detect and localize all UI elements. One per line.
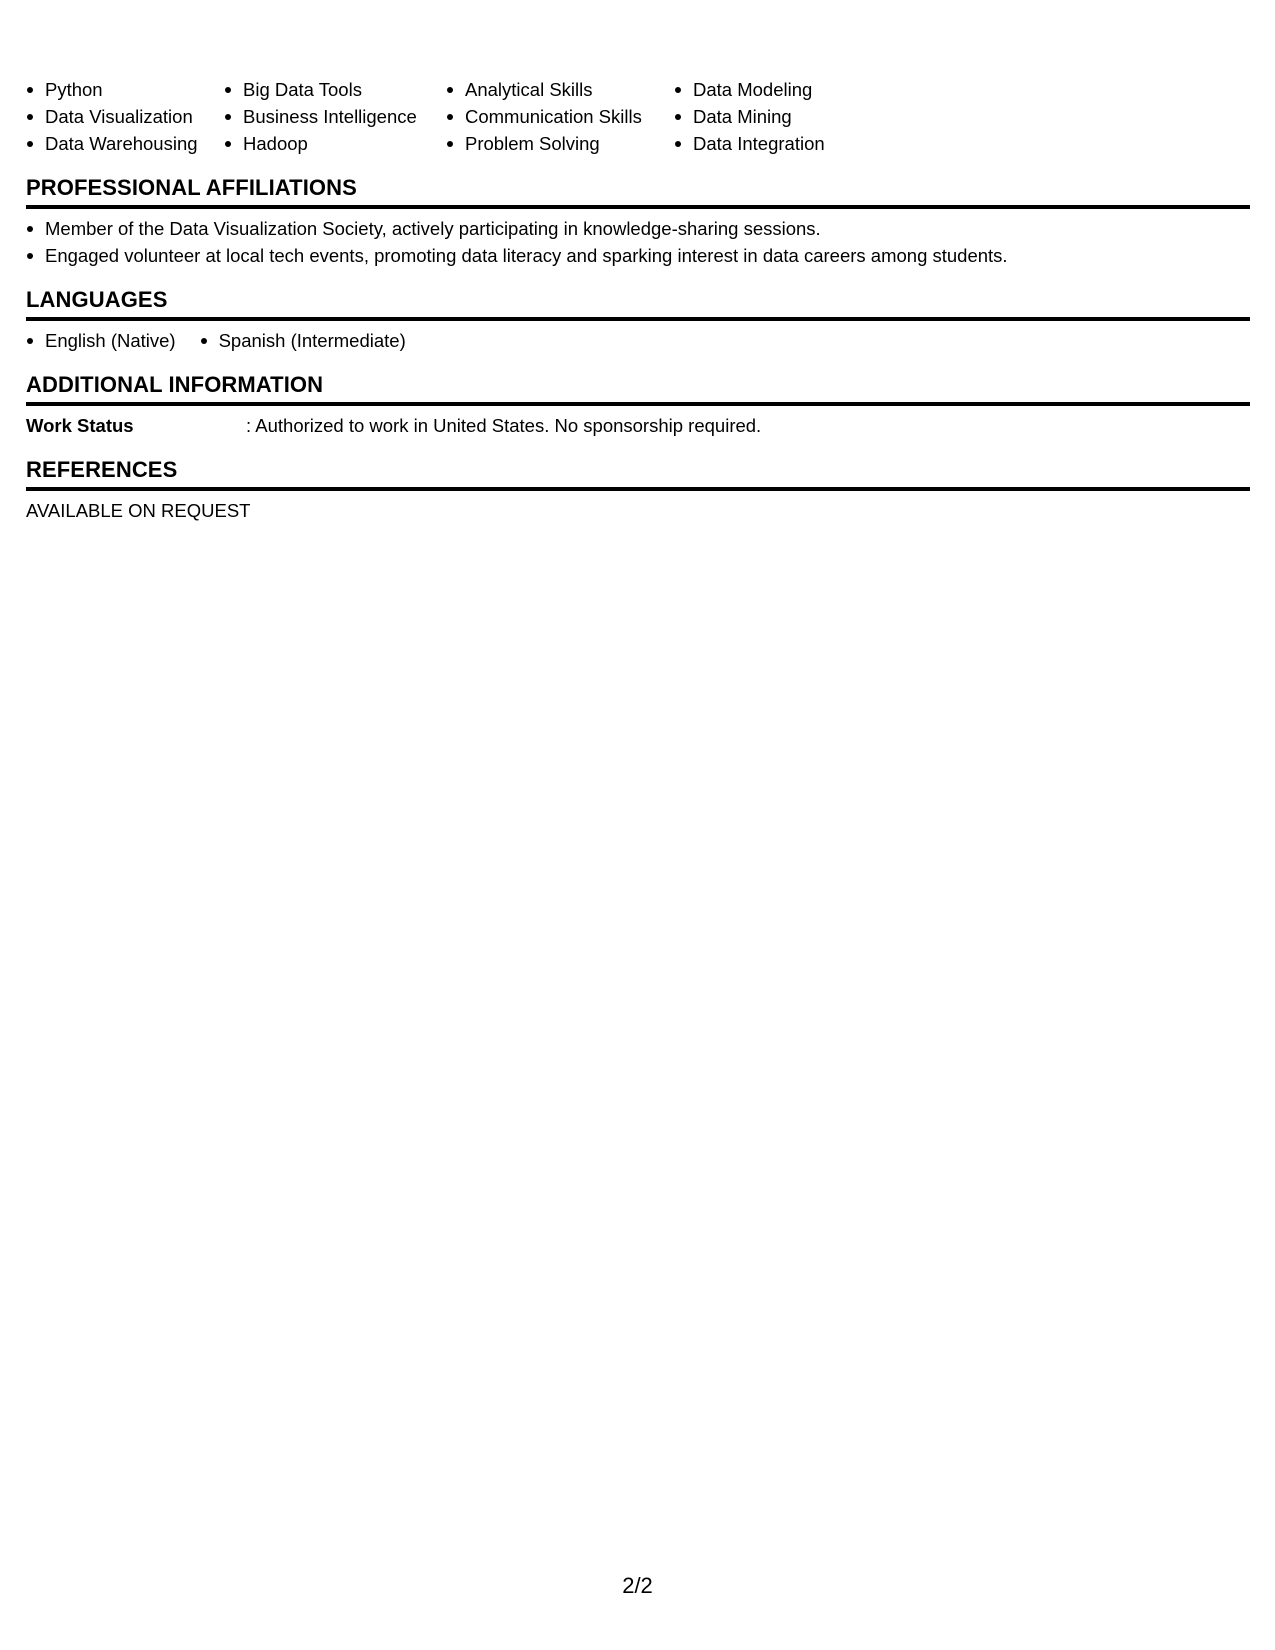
skills-column-1: [26, 76, 224, 157]
skill-item: Analytical Skills: [446, 76, 674, 103]
language-item: Spanish (Intermediate): [200, 327, 406, 354]
languages-section: [26, 286, 1250, 354]
skills-column-3: [446, 76, 674, 157]
work-status-label: Work Status: [26, 415, 134, 436]
language-item: English (Native): [26, 327, 176, 354]
skill-item: Business Intelligence: [224, 103, 446, 130]
skills-grid: [26, 76, 1250, 157]
skill-item: Data Visualization: [26, 103, 224, 130]
additional-information-heading: ADDITIONAL INFORMATION: [26, 371, 1250, 406]
affiliations-heading: PROFESSIONAL AFFILIATIONS: [26, 174, 1250, 209]
references-text: AVAILABLE ON REQUEST: [26, 500, 251, 521]
affiliation-item: Member of the Data Visualization Society, actively participating in knowledge-sharing sessions.: [26, 215, 1250, 242]
affiliations-section: [26, 174, 1250, 269]
skills-column-4: [674, 76, 874, 157]
work-status-row: [26, 412, 1250, 439]
skill-item: Problem Solving: [446, 130, 674, 157]
skills-column-2: [224, 76, 446, 157]
skill-item: Big Data Tools: [224, 76, 446, 103]
affiliations-list: [26, 215, 1250, 269]
additional-information-section: [26, 371, 1250, 439]
resume-page: [26, 76, 1250, 524]
skill-item: Data Modeling: [674, 76, 874, 103]
skill-item: Data Warehousing: [26, 130, 224, 157]
references-heading: REFERENCES: [26, 456, 1250, 491]
languages-list: [26, 327, 1250, 354]
work-status-value: : Authorized to work in United States. No sponsorship required.: [246, 415, 762, 436]
languages-heading: LANGUAGES: [26, 286, 1250, 321]
skill-item: Communication Skills: [446, 103, 674, 130]
affiliation-item: Engaged volunteer at local tech events, promoting data literacy and sparking interest in data careers among students.: [26, 242, 1250, 269]
page-number: 2/2: [622, 1573, 653, 1598]
skill-item: Data Integration: [674, 130, 874, 157]
skill-item: Data Mining: [674, 103, 874, 130]
references-section: [26, 456, 1250, 524]
skill-item: Hadoop: [224, 130, 446, 157]
skill-item: Python: [26, 76, 224, 103]
